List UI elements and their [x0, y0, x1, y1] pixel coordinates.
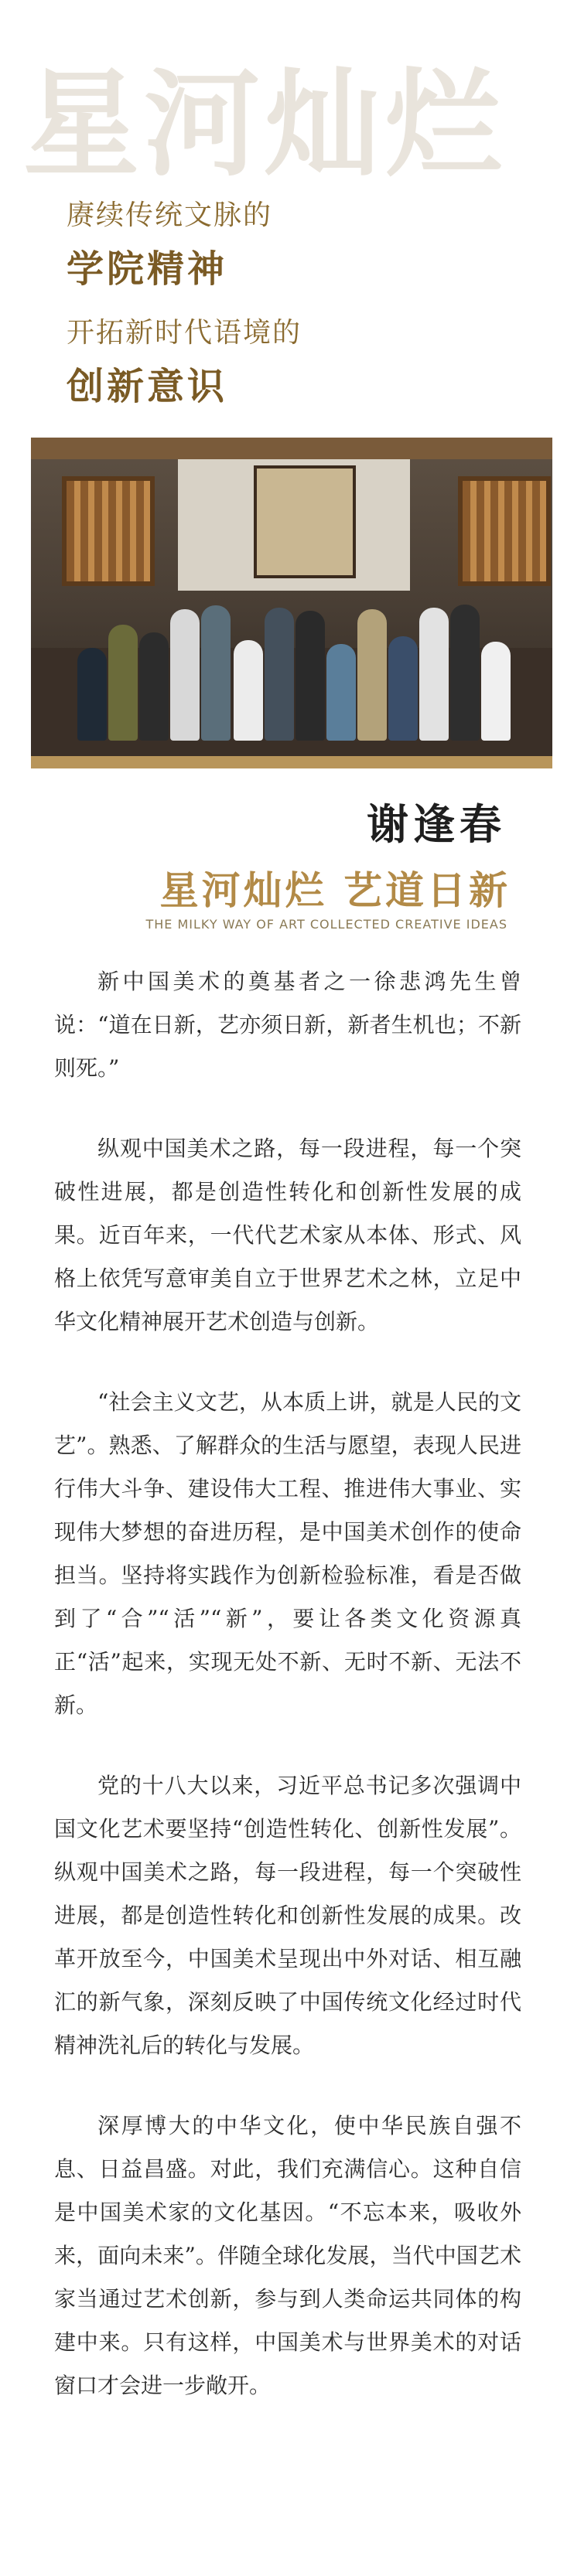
group-photo [31, 438, 552, 756]
photo-person [419, 608, 449, 741]
article-subtitle: 星河灿烂 艺道日新 [159, 868, 511, 913]
calligraphy-watermark: 星河灿烂 [23, 56, 507, 193]
photo-person [139, 632, 169, 741]
tagline-1 [67, 193, 272, 292]
article-paragraph: 新中国美术的奠基者之一徐悲鸿先生曾说：“道在日新，艺亦须日新，新者生机也；不新则死。” [54, 969, 521, 1081]
article-paragraph: 党的十八大以来，习近平总书记多次强调中国文化艺术要坚持“创造性转化、创新性发展”。纵观中国美术之路，每一段进程，每一个突破性进展，都是创造性转化和创新性发展的成果。改革开放至今，中国美术呈现出中外对话、相互融汇的新气象，深刻反映了中国传统文化经过时代精神洗礼后的转化与发展。 [54, 1773, 521, 2058]
tagline-2-small: 开拓新时代语境的 [67, 317, 302, 349]
tagline-2 [67, 311, 302, 410]
photo-people [31, 594, 552, 741]
photo-person [201, 605, 231, 741]
photo-person [326, 644, 356, 741]
tagline-2-big: 创新意识 [67, 365, 228, 408]
article-body [54, 960, 521, 2445]
header [0, 0, 574, 433]
photo-person [234, 640, 263, 741]
tagline-1-big: 学院精神 [67, 247, 228, 291]
photo-ceiling-beam [31, 438, 552, 459]
photo-person [265, 608, 294, 741]
photo-window-right [458, 476, 551, 586]
photo-person [77, 648, 107, 741]
photo-person [108, 625, 138, 741]
article-paragraph: “社会主义文艺，从本质上讲，就是人民的文艺”。熟悉、了解群众的生活与愿望，表现人民进行伟大斗争、建设伟大工程、推进伟大事业、实现伟大梦想的奋进历程，是中国美术创作的使命担当。坚持将实践作为创新检验标准，看是否做到了“合”“活”“新”，要让各类文化资源真正“活”起来，实现无处不新、无时不新、无法不新。 [54, 1389, 521, 1718]
article-paragraph: 深厚博大的中华文化，使中华民族自强不息、日益昌盛。对此，我们充满信心。这种自信是中国美术家的文化基因。“不忘本来，吸收外来，面向未来”。伴随全球化发展，当代中国艺术家当通过艺术创新，参与到人类命运共同体的构建中来。只有这样，中国美术与世界美术的对话窗口才会进一步敞开。 [54, 2113, 521, 2398]
photo-person [170, 609, 200, 741]
tagline-1-small: 赓续传统文脉的 [67, 199, 273, 231]
artist-name: 谢逢春 [367, 800, 506, 849]
photo-person [388, 636, 418, 741]
photo-person [450, 605, 480, 741]
photo-painting [254, 465, 356, 578]
photo-gold-strip [31, 756, 552, 768]
photo-window-left [62, 476, 155, 586]
photo-person [481, 642, 511, 741]
article-subtitle-english: THE MILKY WAY OF ART COLLECTED CREATIVE IDEAS [145, 917, 507, 932]
photo-person [296, 611, 325, 741]
photo-person [357, 609, 387, 741]
article-paragraph: 纵观中国美术之路，每一段进程，每一个突破性进展，都是创造性转化和创新性发展的成果。近百年来，一代代艺术家从本体、形式、风格上依凭写意审美自立于世界艺术之林，立足中华文化精神展开艺术创造与创新。 [54, 1136, 521, 1334]
